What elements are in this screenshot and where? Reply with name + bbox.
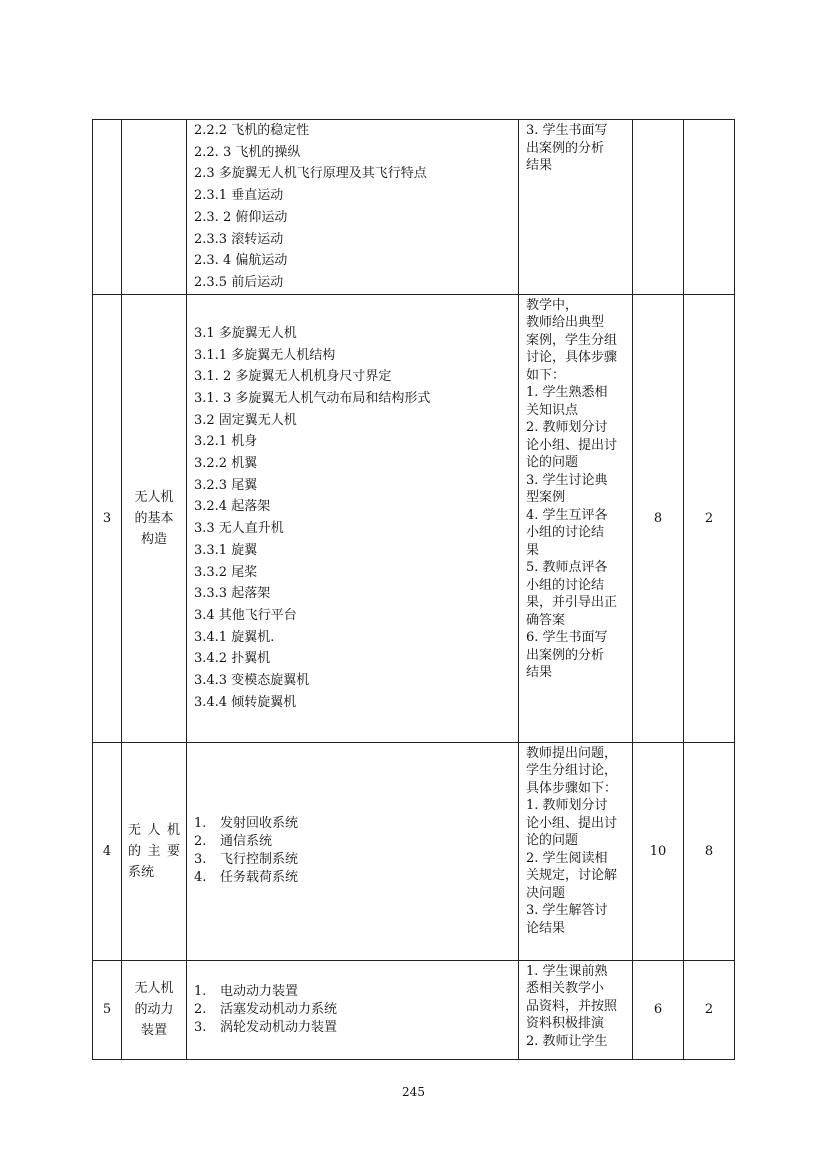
- list-item-text: 发射回收系统: [220, 816, 299, 832]
- list-item-number: 2.: [194, 1001, 207, 1017]
- method-line: 论的问题: [526, 455, 579, 471]
- method-line: 出案例的分析: [526, 140, 605, 156]
- unit-name-line: 无人机: [134, 981, 174, 997]
- content-line: 3.3 无人直升机: [194, 521, 284, 537]
- unit-name-line: 装置: [140, 1023, 167, 1039]
- list-item-text: 涡轮发动机动力装置: [220, 1019, 338, 1035]
- method-cell: [519, 120, 633, 295]
- list-item: [194, 815, 512, 833]
- table-row: [93, 742, 735, 960]
- method-line: 2. 学生阅读相: [526, 850, 608, 866]
- unit-name-line: 构造: [140, 531, 167, 547]
- method-line: 论小组、提出讨: [526, 815, 618, 831]
- hours-b-cell: 8: [684, 742, 735, 960]
- unit-name-line: 的主要: [128, 843, 180, 859]
- method-line: 2. 教师让学生: [526, 1033, 608, 1049]
- method-line: 结果: [526, 158, 553, 173]
- hours-b-cell: 2: [684, 960, 735, 1059]
- hours-a-cell: 10: [633, 742, 684, 960]
- method-line: 出案例的分析: [526, 647, 605, 663]
- list-item-number: 3.: [194, 1019, 207, 1035]
- method-line: 教师提出问题，: [526, 745, 618, 761]
- content-line: 3.1. 2 多旋翼无人机机身尺寸界定: [194, 369, 392, 385]
- table-row: [93, 120, 735, 295]
- content-line: 2.3. 2 俯仰运动: [194, 209, 288, 225]
- content-line: 3.1. 3 多旋翼无人机气动布局和结构形式: [194, 390, 431, 406]
- row-number-cell: [93, 120, 122, 295]
- method-line: 学生分组讨论，: [526, 763, 618, 779]
- method-cell: [519, 742, 633, 960]
- content-cell: [187, 960, 519, 1059]
- hours-b-cell: [684, 120, 735, 295]
- unit-name-line: 无人机: [128, 822, 180, 838]
- content-line: 3.4.4 倾转旋翼机: [194, 694, 297, 710]
- content-line: 3.2.1 机身: [194, 434, 258, 450]
- method-line: 论结果: [526, 920, 566, 936]
- content-line: 3.4 其他飞行平台: [194, 607, 297, 623]
- unit-name-line: 无人机: [134, 489, 174, 505]
- list-item-number: 1.: [194, 816, 207, 832]
- list-item: [194, 869, 512, 887]
- content-line: 2.3 多旋翼无人机飞行原理及其飞行特点: [194, 166, 427, 182]
- content-line: 3.2.3 尾翼: [194, 477, 258, 493]
- content-line: 2.3.1 垂直运动: [194, 188, 284, 204]
- method-cell: [519, 294, 633, 742]
- hours-a-cell: 8: [633, 294, 684, 742]
- method-line: 论的问题: [526, 833, 579, 849]
- list-item: [194, 851, 512, 869]
- content-line: 3.3.3 起落架: [194, 586, 271, 602]
- method-line: 案例，学生分组: [526, 332, 618, 348]
- row-number-cell: 3: [93, 294, 122, 742]
- method-cell: [519, 960, 633, 1059]
- list-item: [194, 833, 512, 851]
- content-line: 2.3. 4 偏航运动: [194, 253, 288, 269]
- list-item: [194, 1001, 512, 1019]
- method-line: 关规定，讨论解: [526, 868, 618, 884]
- content-line: 3.2 固定翼无人机: [194, 412, 297, 428]
- content-line: 3.2.4 起落架: [194, 499, 271, 515]
- list-item-text: 活塞发动机动力系统: [220, 1001, 338, 1017]
- method-line: 教师给出典型: [526, 315, 605, 331]
- method-line: 决问题: [526, 885, 566, 901]
- content-line: 2.3.3 滚转运动: [194, 231, 284, 247]
- table-row: [93, 294, 735, 742]
- method-line: 果，并引导出正: [526, 595, 618, 611]
- method-line: 6. 学生书面写: [526, 630, 608, 646]
- method-line: 小组的讨论结: [526, 577, 605, 593]
- list-item-text: 任务载荷系统: [220, 870, 299, 886]
- row-number-cell: 4: [93, 742, 122, 960]
- list-item-text: 通信系统: [220, 834, 273, 850]
- content-cell: [187, 120, 519, 295]
- row-number-cell: 5: [93, 960, 122, 1059]
- list-item-number: 2.: [194, 834, 207, 850]
- content-cell: [187, 742, 519, 960]
- content-line: 2.2.2 飞机的稳定性: [194, 123, 310, 138]
- method-line: 教学中，: [526, 297, 579, 313]
- content-line: 3.4.2 扑翼机: [194, 651, 271, 667]
- table-row: [93, 960, 735, 1059]
- content-line: 3.4.3 变模态旋翼机: [194, 673, 310, 689]
- hours-a-cell: 6: [633, 960, 684, 1059]
- page-number: 245: [402, 1085, 425, 1099]
- unit-name-cell: [122, 120, 187, 295]
- unit-name-line: 系统: [128, 864, 155, 880]
- unit-name-line: 的动力: [134, 1002, 174, 1018]
- list-item-number: 1.: [194, 983, 207, 999]
- method-line: 结果: [526, 665, 553, 681]
- hours-a-cell: [633, 120, 684, 295]
- method-line: 讨论，具体步骤: [526, 350, 618, 366]
- method-line: 型案例: [526, 490, 566, 506]
- list-item: [194, 1019, 512, 1037]
- content-line: 3.1 多旋翼无人机: [194, 325, 297, 341]
- content-line: 3.3.2 尾桨: [194, 564, 258, 580]
- method-line: 1. 学生课前熟: [526, 963, 608, 979]
- content-line: 2.2. 3 飞机的操纵: [194, 144, 301, 160]
- method-line: 1. 学生熟悉相: [526, 385, 608, 401]
- unit-name-line: 的基本: [134, 510, 174, 526]
- method-line: 4. 学生互评各: [526, 507, 608, 523]
- content-cell: [187, 294, 519, 742]
- content-line: 3.1.1 多旋翼无人机结构: [194, 347, 336, 363]
- method-line: 悉相关教学小: [526, 981, 605, 997]
- method-line: 资料积极排演: [526, 1016, 605, 1032]
- unit-name-cell: [122, 294, 187, 742]
- course-schedule-table: [92, 119, 735, 1060]
- unit-name-cell: [122, 960, 187, 1059]
- unit-name-cell: [122, 742, 187, 960]
- list-item-text: 飞行控制系统: [220, 852, 299, 868]
- method-line: 3. 学生解答讨: [526, 903, 608, 919]
- list-item: [194, 983, 512, 1001]
- method-line: 1. 教师划分讨: [526, 798, 608, 814]
- hours-b-cell: 2: [684, 294, 735, 742]
- method-line: 果: [526, 542, 540, 558]
- list-item-number: 4.: [194, 870, 207, 886]
- method-line: 小组的讨论结: [526, 525, 605, 541]
- method-line: 如下：: [526, 367, 566, 383]
- content-line: 3.3.1 旋翼: [194, 542, 258, 558]
- method-line: 确答案: [526, 612, 566, 628]
- content-line: 2.3.5 前后运动: [194, 274, 284, 290]
- method-line: 关知识点: [526, 402, 579, 418]
- content-line: 3.4.1 旋翼机.: [194, 629, 275, 645]
- method-line: 3. 学生讨论典: [526, 472, 608, 488]
- method-line: 3. 学生书面写: [526, 123, 608, 138]
- method-line: 2. 教师划分讨: [526, 420, 608, 436]
- method-line: 5. 教师点评各: [526, 560, 608, 576]
- list-item-text: 电动动力装置: [220, 983, 299, 999]
- method-line: 品资料，并按照: [526, 998, 618, 1014]
- method-line: 论小组、提出讨: [526, 437, 618, 453]
- method-line: 具体步骤如下：: [526, 780, 618, 796]
- list-item-number: 3.: [194, 852, 207, 868]
- content-line: 3.2.2 机翼: [194, 456, 258, 472]
